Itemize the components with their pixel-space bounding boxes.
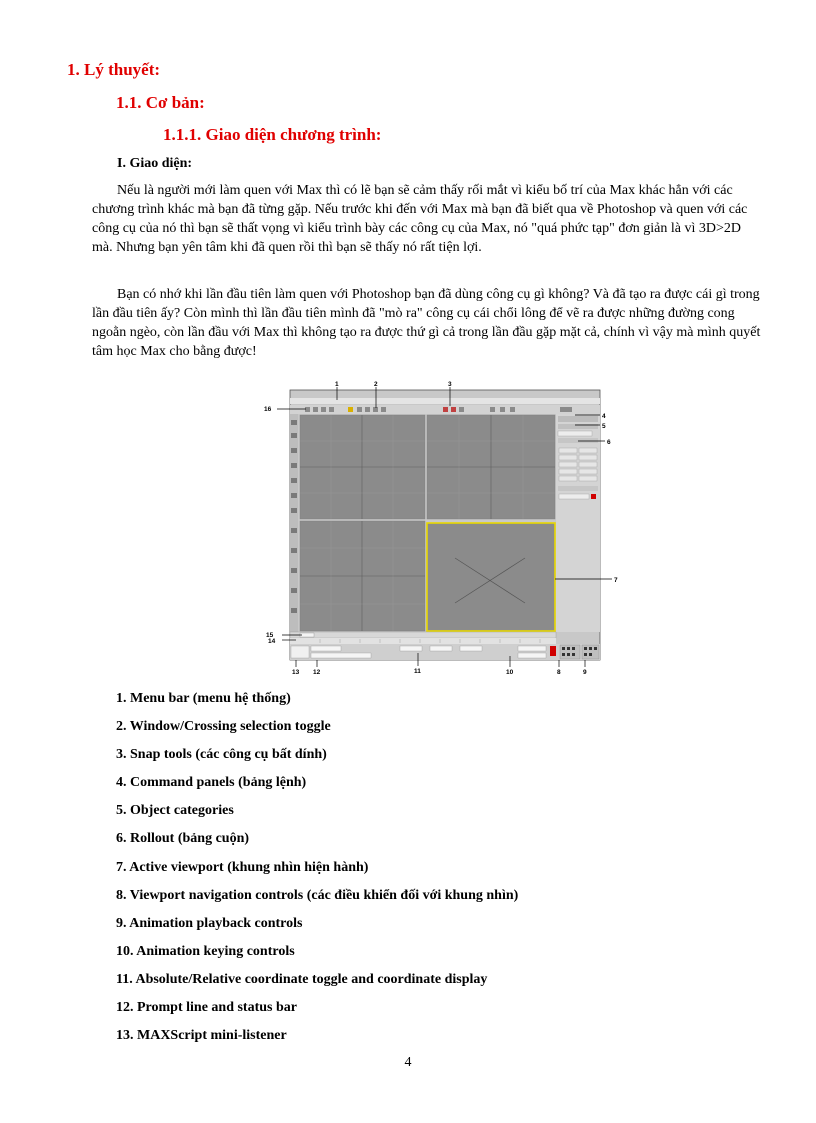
list-item: 2. Window/Crossing selection toggle [116,719,331,735]
callout-5: 5 [602,423,606,430]
paragraph-photoshop: Bạn có nhớ khi lần đầu tiên làm quen với Photoshop bạn đã dùng công cụ gì không? Và đã tạo ra được cái gì trong lần đầu tiên ấy? Còn mình thì lần đầu tiên mình đã "mò ra" công cụ cái chổi lông để vẽ ra được những đường cong ngoằn ngèo, còn lần đầu với Max thì không tạo ra được thứ gì cả trong lần đầu gặp mặt cả, chính vì vậy mà mình quyết tâm học Max cho bằng được! [92,287,761,359]
list-item: 6. Rollout (bảng cuộn) [116,831,250,847]
list-item: 10. Animation keying controls [116,943,295,959]
callout-11: 11 [414,668,421,675]
heading-level-3: 1.1.1. Giao diện chương trình: [163,125,382,144]
callout-14: 14 [268,638,276,645]
callout-9: 9 [583,669,587,676]
heading-level-1: 1. Lý thuyết: [67,60,161,79]
callout-6: 6 [607,439,611,446]
heading-level-2: 1.1. Cơ bản: [116,93,205,112]
callout-13: 13 [292,669,300,676]
callout-8: 8 [557,669,561,676]
list-item: 8. Viewport navigation controls (các điều khiển đối với khung nhìn) [116,887,519,903]
paragraph-intro: Nếu là người mới làm quen với Max thì có lẽ bạn sẽ cảm thấy rối mắt vì kiểu bố trí của Max khác hẳn với các chương trình khác mà bạn đã từng gặp. Nếu trước khi đến với Max mà bạn đã biết qua về Photoshop và quen với các công cụ của nó thì bạn sẽ thất vọng vì kiểu trình bày các công cụ của Max, nó "quá phức tạp" đơn giản là vì 3D>2D mà. Nhưng bạn yên tâm khi đã quen rồi thì bạn sẽ thấy nó rất tiện lợi. [92,183,748,255]
list-item: 1. Menu bar (menu hệ thống) [116,691,291,706]
callout-3: 3 [448,381,452,388]
list-item: 11. Absolute/Relative coordinate toggle and coordinate display [116,971,488,987]
callout-10: 10 [506,669,514,676]
callout-4: 4 [602,413,606,420]
list-item: 13. MAXScript mini-listener [116,1028,287,1044]
max-interface-screenshot [260,378,620,678]
list-item: 7. Active viewport (khung nhìn hiện hành) [116,859,369,875]
callout-1: 1 [335,381,339,388]
list-item: 5. Object categories [116,803,234,819]
list-item: 12. Prompt line and status bar [116,1000,297,1016]
section-heading: I. Giao diện: [117,156,193,171]
callout-12: 12 [313,669,321,676]
list-item: 3. Snap tools (các công cụ bất dính) [116,747,327,763]
list-item: 4. Command panels (bảng lệnh) [116,775,307,791]
callout-2: 2 [374,381,378,388]
callout-7: 7 [614,577,618,584]
interface-parts-list [116,690,518,1055]
callout-15: 15 [266,632,274,639]
callout-16: 16 [264,406,272,413]
page-number: 4 [404,1055,412,1070]
list-item: 9. Animation playback controls [116,915,303,931]
